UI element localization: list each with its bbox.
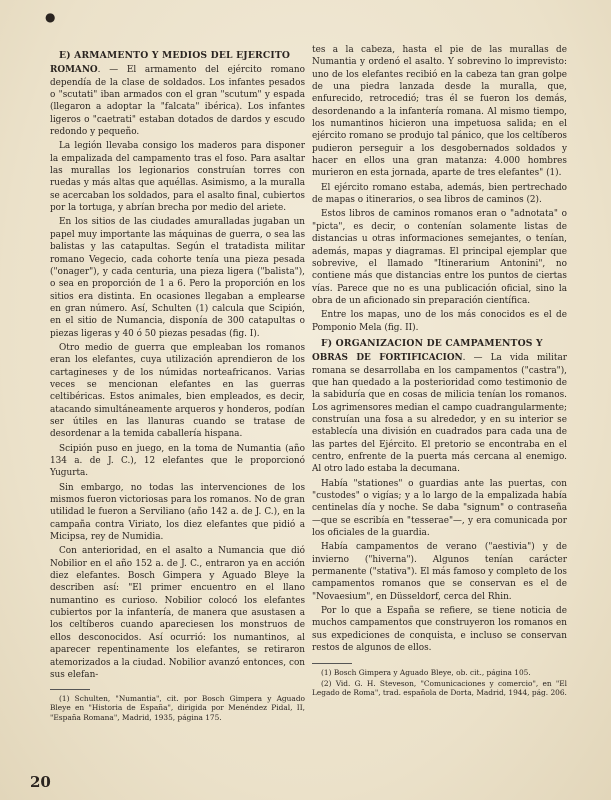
section-e-intro-text: . — El armamento del ejército romano dependía de la clase de soldados. Los infantes pesados o "scutati" iban armados con el gran "scutum" y espada (llegaron a adoptar la "falcata" ibérica). Los infantes ligeros o "caetrati" estaban dotados de dardos y escudo redondo y pequeño.: [50, 65, 305, 138]
paragraph: Con anterioridad, en el asalto a Numancia que dió Nobilior en el año 152 a. de J. C., entraron ya en acción diez elefantes. Bosch Gimpera y Aguado Bleye la describen así: "El primer encuentro en el llano numantino es curioso. Nobilior colocó los elefantes cubiertos por la infantería, de manera que asustasen a los celtíberos cuando apareciesen los monstruos de ellos desconocidos. Así ocurrió: los numantinos, al aparecer repentinamente los elefantes, se retiraron atemorizados a la ciudad. Nobilior avanzó entonces, con sus elefan-: [50, 546, 305, 680]
paragraph: Estos libros de caminos romanos eran o "adnotata" o "picta", es decir, o contenían solamente listas de distancias u otras informaciones semejantes, o tenían, además, mapas y diagramas. El principal ejemplar que sobrevive, el llamado "Itinerarium Antonini", no contiene más que distancias entre los puntos de ciertas vías. Parece que no es una publicación oficial, sino la obra de un aficionado sin preparación científica.: [312, 209, 567, 306]
section-e-heading: E) ARMAMENTO Y MEDIOS DEL EJERCITO: [59, 50, 291, 61]
section-e-intro: [50, 64, 305, 138]
paragraph: tes a la cabeza, hasta el pie de las murallas de Numantia y ordenó el asalto. Y sobrevino lo imprevisto: uno de los elefantes recibió en la cabeza tan gran golpe de una piedra lanzada desde la muralla, que, enfurecido, retrocedió; tras él se fueron los demás, desordenando a la infantería romana. Al mismo tiempo, los numantinos hicieron una impetuosa salida; en el ejército romano se produjo tal pánico, que los celtíberos pudieron perseguir a los desgobernados soldados y hacer en ellos una gran matanza: 4.000 hombres murieron en esta jornada, aparte de tres elefantes" (1).: [312, 45, 567, 179]
right-column: [312, 44, 567, 699]
footnote-divider: [50, 689, 90, 690]
section-f-intro: [312, 352, 567, 475]
paragraph: Había campamentos de verano ("aestivia") y de invierno ("hiverna"). Algunos tenían carácter permanente ("stativa"). El más famoso y completo de los campamentos romanos que se conservan es el de "Novaesium", en Düsseldorf, cerca del Rhin.: [312, 542, 567, 602]
section-f-intro-text: . — La vida militar romana se desarrollaba en los campamentos ("castra"), que han quedado a la posterioridad como testimonio de la sabiduría que en cosas de milicia tenían los romanos. Los agrimensores median el campo cuadrangularmente; construían una fosa a su alrededor, y en su interior se establecía una división en cuadrados para cada una de las partes del Ejército. El pretorio se encontraba en el centro, enfrente de la puerta más cercana al enemigo. Al otro lado estaba la decumana.: [312, 353, 567, 475]
paragraph: Había "stationes" o guardias ante las puertas, con "custodes" o vigías; y a lo largo de la empalizada había centinelas día y noche. Se daba "signum" o contraseña —que se escribía en "tesserae"—, y era comunicada por los oficiales de la guardia.: [312, 478, 567, 539]
paragraph: Otro medio de guerra que empleaban los romanos eran los elefantes, cuya utilización aprendieron de los cartagineses y de los númidas norteafricanos. Varias veces se mencionan elefantes en las guerras celtibéricas. Estos animales, bien empleados, es decir, atacando simultáneamente arqueros y honderos, podían ser útiles en las llanuras cuando se tratase de desordenar a la temida caballería hispana.: [50, 342, 305, 440]
footnote: (1) Bosch Gimpera y Aguado Bleye, ob. cit., página 105.: [321, 667, 531, 677]
paragraph: Sin embargo, no todas las intervenciones de los mismos fueron victoriosas para los romanos. No de gran utilidad le fueron a Serviliano (año 142 a. de J. C.), en la campaña contra Viriato, los diez elefantes que pidió a Micipsa, rey de Numidia.: [50, 482, 305, 543]
footnote-divider: [312, 663, 352, 664]
section-f-heading: F) ORGANIZACION DE CAMPAMENTOS Y: [321, 337, 543, 349]
left-column: [50, 50, 305, 724]
paragraph: En los sitios de las ciudades amuralladas jugaban un papel muy importante las máquinas de guerra, o sea las balistas y las catapultas. Según el tratadista militar romano Vegecio, cada cohorte tenía una pieza pesada ("onager"), y cada centuria, una pieza ligera ("balista"), o sea en proporción de 1 a 6. Pero la proporción en los sitios era distinta. En ocasiones llegaban a emplearse en gran número. Así, Schulten (1) calcula que Scipión, en el sitio de Numancia, disponía de 300 catapultas o piezas ligeras y 40 ó 50 piezas pesadas (fig. I).: [50, 217, 305, 339]
footnote: (2) Vid. G. H. Steveson, "Comunicaciones y comercio", en "El Legado de Roma", trad. española de Dorta, Madrid, 1944, pág. 206.: [312, 678, 567, 697]
paragraph: El ejército romano estaba, además, bien pertrechado de mapas o itinerarios, o sea libros de caminos (2).: [312, 182, 567, 206]
paragraph: Entre los mapas, uno de los más conocidos es el de Pomponio Mela (fig. II).: [312, 310, 567, 333]
footnote: (1) Schulten, "Numantia", cit. por Bosch Gimpera y Aguado Bleye en "Historia de España", dirigida por Menéndez Pidal, II, "España Romana", Madrid, 1935, página 175.: [50, 694, 305, 722]
section-f-heading-cont: OBRAS DE FORTIFICACION: [312, 353, 463, 364]
paragraph: Por lo que a España se refiere, se tiene noticia de muchos campamentos que construyeron los romanos en sus expediciones de conquista, e incluso se conservan restos de algunos de ellos.: [312, 606, 567, 654]
section-e-heading-cont: ROMANO: [50, 65, 98, 76]
page-number: 20: [30, 773, 51, 791]
paragraph: Scipión puso en juego, en la toma de Numantia (año 134 a. de J. C.), 12 elefantes que le proporcionó Yugurta.: [50, 443, 305, 479]
bullet-mark: ●: [45, 10, 56, 24]
paragraph: La legión llevaba consigo los maderos para disponer la empalizada del campamento tras el foso. Para asaltar las murallas los legionarios construían torres con ruedas y más altas que aquéllas. Asimismo, a la muralla se acercaban los soldados, para el asalto final, cubiertos por la tortuga, y abrían brecha por medio del ariete.: [50, 141, 305, 214]
